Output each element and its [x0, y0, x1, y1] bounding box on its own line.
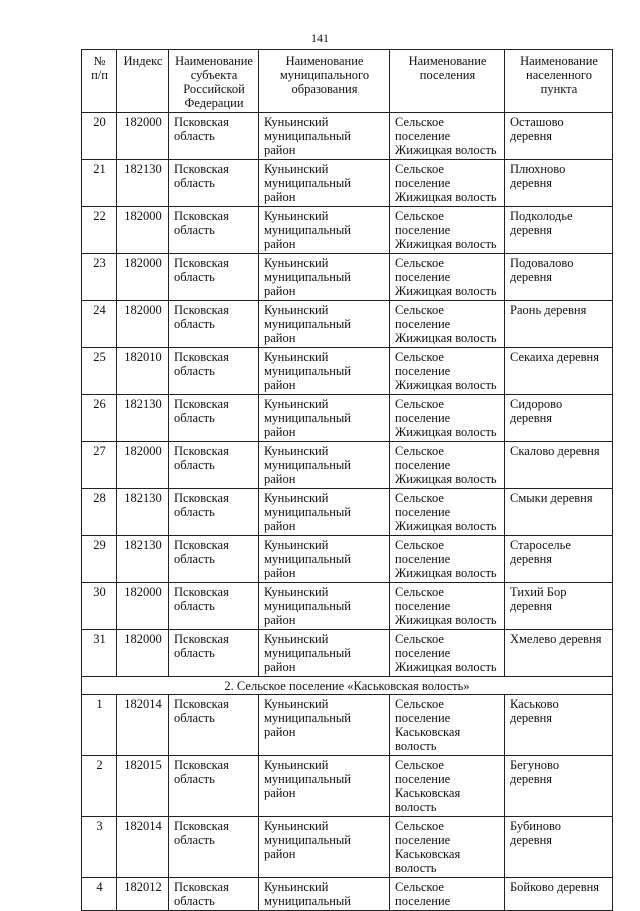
header-settlement: Наименование поселения	[390, 50, 505, 113]
cell-subject: Псковская область	[169, 348, 259, 395]
cell-subject: Псковская область	[169, 301, 259, 348]
table-body	[82, 113, 613, 911]
cell-municipality: Куньинский муниципальный район	[259, 817, 390, 878]
cell-subject: Псковская область	[169, 695, 259, 756]
cell-index: 182014	[117, 817, 169, 878]
cell-num: 30	[82, 583, 117, 630]
table-row	[82, 113, 613, 160]
cell-locality: Бойково деревня	[505, 878, 613, 911]
cell-locality: Тихий Бор деревня	[505, 583, 613, 630]
table-row	[82, 160, 613, 207]
cell-num: 24	[82, 301, 117, 348]
cell-municipality: Куньинский муниципальный район	[259, 254, 390, 301]
cell-subject: Псковская область	[169, 536, 259, 583]
cell-locality: Каськово деревня	[505, 695, 613, 756]
header-locality: Наименование населенного пункта	[505, 50, 613, 113]
cell-municipality: Куньинский муниципальный район	[259, 756, 390, 817]
cell-locality: Осташово деревня	[505, 113, 613, 160]
cell-index: 182000	[117, 113, 169, 160]
cell-subject: Псковская область	[169, 756, 259, 817]
table-row	[82, 817, 613, 878]
cell-municipality: Куньинский муниципальный район	[259, 160, 390, 207]
header-num: № п/п	[82, 50, 117, 113]
table-row	[82, 536, 613, 583]
cell-subject: Псковская область	[169, 442, 259, 489]
table-row	[82, 442, 613, 489]
cell-num: 4	[82, 878, 117, 911]
cell-num: 31	[82, 630, 117, 677]
table-row	[82, 878, 613, 911]
cell-subject: Псковская область	[169, 160, 259, 207]
cell-settlement: Сельское поселение Жижицкая волость	[390, 442, 505, 489]
table-row	[82, 756, 613, 817]
cell-num: 20	[82, 113, 117, 160]
settlements-table	[81, 49, 613, 911]
cell-index: 182130	[117, 160, 169, 207]
cell-municipality: Куньинский муниципальный район	[259, 301, 390, 348]
cell-settlement: Сельское поселение Жижицкая волость	[390, 630, 505, 677]
table-row	[82, 583, 613, 630]
cell-subject: Псковская область	[169, 583, 259, 630]
cell-settlement: Сельское поселение Каськовская волость	[390, 756, 505, 817]
cell-index: 182130	[117, 489, 169, 536]
cell-index: 182000	[117, 301, 169, 348]
cell-locality: Сидорово деревня	[505, 395, 613, 442]
table-row	[82, 695, 613, 756]
cell-subject: Псковская область	[169, 817, 259, 878]
cell-settlement: Сельское поселение Жижицкая волость	[390, 207, 505, 254]
cell-num: 3	[82, 817, 117, 878]
table-row	[82, 395, 613, 442]
cell-index: 182010	[117, 348, 169, 395]
cell-municipality: Куньинский муниципальный	[259, 878, 390, 911]
cell-locality: Подовалово деревня	[505, 254, 613, 301]
cell-municipality: Куньинский муниципальный район	[259, 113, 390, 160]
cell-locality: Плюхново деревня	[505, 160, 613, 207]
cell-subject: Псковская область	[169, 113, 259, 160]
cell-settlement: Сельское поселение	[390, 878, 505, 911]
table-header-row	[82, 50, 613, 113]
section-title: 2. Сельское поселение «Каськовская волость»	[82, 677, 613, 695]
cell-locality: Староселье деревня	[505, 536, 613, 583]
cell-settlement: Сельское поселение Жижицкая волость	[390, 536, 505, 583]
cell-subject: Псковская область	[169, 489, 259, 536]
cell-municipality: Куньинский муниципальный район	[259, 348, 390, 395]
cell-index: 182014	[117, 695, 169, 756]
table-row	[82, 630, 613, 677]
table-row	[82, 348, 613, 395]
cell-locality: Бегуново деревня	[505, 756, 613, 817]
cell-locality: Подколодье деревня	[505, 207, 613, 254]
cell-index: 182012	[117, 878, 169, 911]
cell-index: 182000	[117, 254, 169, 301]
cell-index: 182015	[117, 756, 169, 817]
cell-municipality: Куньинский муниципальный район	[259, 207, 390, 254]
cell-municipality: Куньинский муниципальный район	[259, 442, 390, 489]
cell-subject: Псковская область	[169, 630, 259, 677]
cell-settlement: Сельское поселение Каськовская волость	[390, 695, 505, 756]
cell-index: 182000	[117, 207, 169, 254]
cell-settlement: Сельское поселение Жижицкая волость	[390, 395, 505, 442]
cell-index: 182130	[117, 395, 169, 442]
cell-municipality: Куньинский муниципальный район	[259, 630, 390, 677]
cell-municipality: Куньинский муниципальный район	[259, 395, 390, 442]
cell-locality: Хмелево деревня	[505, 630, 613, 677]
section-row	[82, 677, 613, 695]
cell-num: 2	[82, 756, 117, 817]
cell-index: 182000	[117, 442, 169, 489]
header-index: Индекс	[117, 50, 169, 113]
cell-num: 21	[82, 160, 117, 207]
cell-settlement: Сельское поселение Жижицкая волость	[390, 301, 505, 348]
table-row	[82, 301, 613, 348]
cell-subject: Псковская область	[169, 207, 259, 254]
table-row	[82, 254, 613, 301]
cell-municipality: Куньинский муниципальный район	[259, 536, 390, 583]
cell-settlement: Сельское поселение Жижицкая волость	[390, 348, 505, 395]
cell-subject: Псковская область	[169, 878, 259, 911]
cell-locality: Смыки деревня	[505, 489, 613, 536]
cell-index: 182000	[117, 630, 169, 677]
cell-locality: Секаиха деревня	[505, 348, 613, 395]
cell-num: 1	[82, 695, 117, 756]
cell-settlement: Сельское поселение Жижицкая волость	[390, 489, 505, 536]
cell-settlement: Сельское поселение Жижицкая волость	[390, 254, 505, 301]
cell-num: 25	[82, 348, 117, 395]
cell-settlement: Сельское поселение Жижицкая волость	[390, 113, 505, 160]
cell-num: 29	[82, 536, 117, 583]
cell-municipality: Куньинский муниципальный район	[259, 489, 390, 536]
cell-num: 26	[82, 395, 117, 442]
cell-subject: Псковская область	[169, 254, 259, 301]
cell-settlement: Сельское поселение Каськовская волость	[390, 817, 505, 878]
cell-num: 23	[82, 254, 117, 301]
page-number: 141	[311, 31, 329, 45]
cell-index: 182000	[117, 583, 169, 630]
table-row	[82, 207, 613, 254]
cell-index: 182130	[117, 536, 169, 583]
cell-num: 27	[82, 442, 117, 489]
cell-settlement: Сельское поселение Жижицкая волость	[390, 583, 505, 630]
cell-municipality: Куньинский муниципальный район	[259, 695, 390, 756]
table-row	[82, 489, 613, 536]
cell-locality: Скалово деревня	[505, 442, 613, 489]
cell-num: 22	[82, 207, 117, 254]
header-subject: Наименование субъекта Российской Федерации	[169, 50, 259, 113]
cell-locality: Бубиново деревня	[505, 817, 613, 878]
cell-municipality: Куньинский муниципальный район	[259, 583, 390, 630]
cell-locality: Раонь деревня	[505, 301, 613, 348]
cell-subject: Псковская область	[169, 395, 259, 442]
header-municipality: Наименование муниципального образования	[259, 50, 390, 113]
cell-settlement: Сельское поселение Жижицкая волость	[390, 160, 505, 207]
cell-num: 28	[82, 489, 117, 536]
